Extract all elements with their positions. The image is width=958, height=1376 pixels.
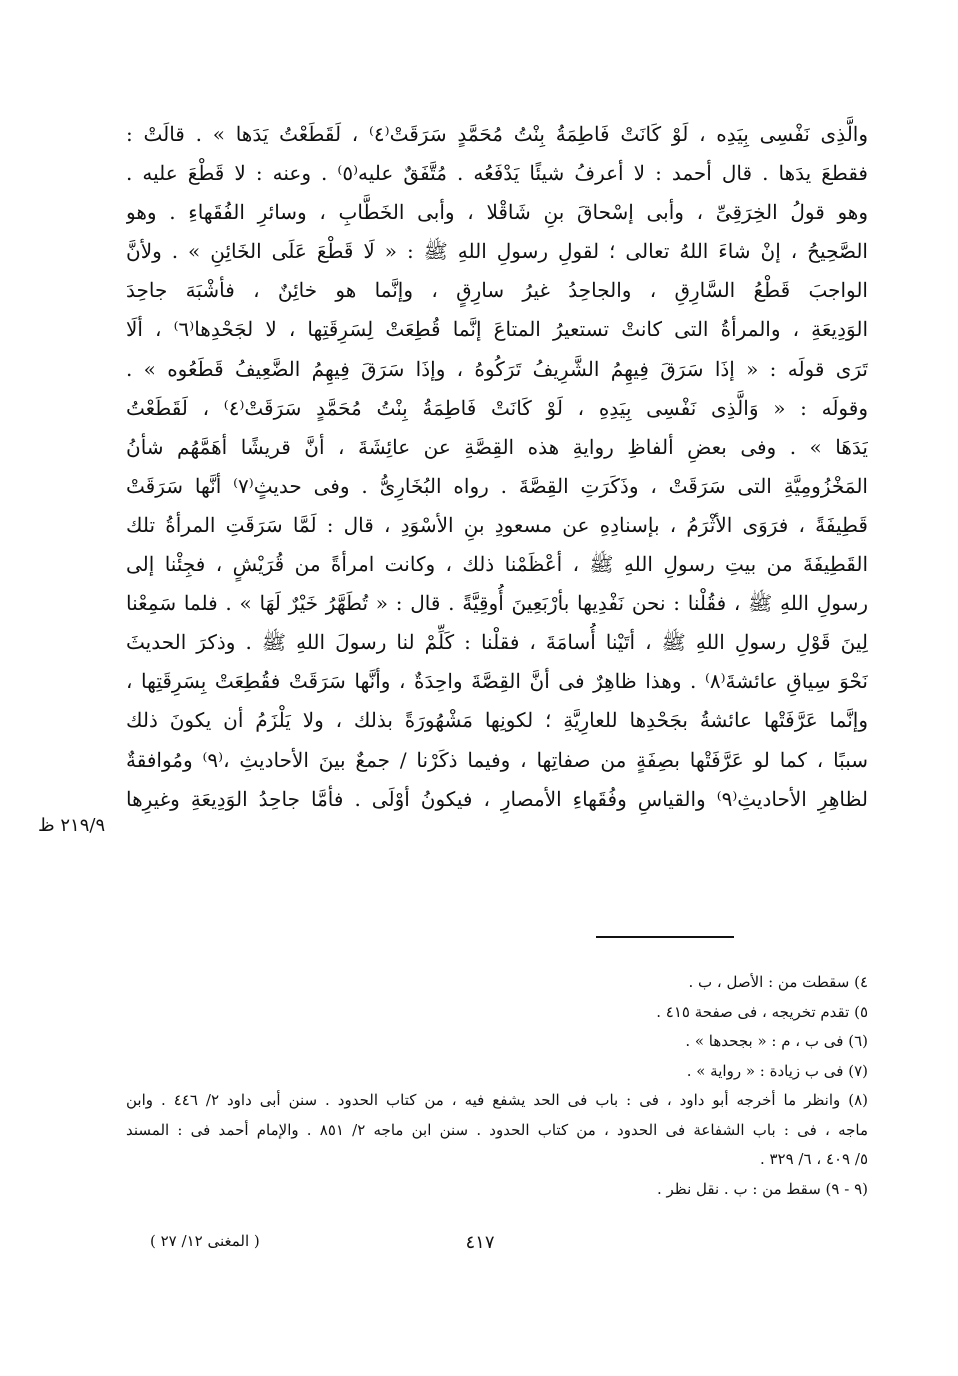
footnote: (٦) فى ب ، م : « بجحدها » .: [685, 1032, 868, 1050]
text-line: قَطِيفَةً ، فرَوَى الأثْرَمُ ، بإسنادِهِ عن مسعودِ بنِ الأسْوَدِ ، قال : لَمَّا سَرَقَتِ المرأةُ تلك: [126, 512, 868, 537]
text-line: لِينَ قَوْلِ رسولِ اللهِ ﷺ ، أتَيْنا أُسامَةَ ، فقلْنا : كَلِّمْ لنا رسولَ اللهِ ﷺ . وذكرَ الحديثَ: [126, 630, 868, 655]
text-line: الصَّحِيحُ ، إنْ شاءَ اللهُ تعالى ؛ لقولِ رسولِ اللهِ ﷺ : « لَا قَطْعَ عَلَى الخَائِنِ » . ولأنَّ: [126, 239, 868, 264]
text-line: وهو قولُ الخِرَقِىِّ ، وأبى إسْحاقَ بنِ شَاقْلا ، وأبى الخَطَّابِ ، وسائرِ الفُقَهاءِ . وهو: [126, 200, 868, 225]
footnote: ٥/ ٤٠٩ ، ٦/ ٣٢٩ .: [759, 1150, 868, 1168]
page-number: ٤١٧: [465, 1232, 495, 1253]
text-line: والَّذِى نَفْسِى بِيَدِه ، لَوْ كَانَتْ فَاطِمَةُ بِنْتُ مُحَمَّدٍ سَرَقَتْ⁽٤⁾ ، لَقَطَعْتُ يَدَها » . قالَتْ :: [126, 122, 868, 146]
text-line: الواجبَ قَطْعُ السَّارِقِ ، والجاحِدُ غيرُ سارِقٍ ، وإنَّما هو خائِنٌ ، فأشْبَهَ جاحِدَ: [126, 278, 868, 303]
footnote: (٧) فى ب زيادة : « رواية » .: [686, 1061, 868, 1080]
volume-reference: ( المغنى ١٢/ ٢٧ ): [150, 1232, 260, 1250]
text-line: وقولَه : « وَالَّذِى نَفْسِى بِيَدِهِ ، لَوْ كَانَتْ فَاطِمَةُ بِنْتُ مُحَمَّدٍ سَرَقَتْ⁽٤⁾ ، لَقَطَعْتُ: [126, 395, 868, 420]
text-line: نَحْوَ سِياقِ عائشةَ⁽٨⁾ . وهذا ظاهِرٌ فى أنَّ القِصَّةَ واحِدَةٌ ، وأنَّها سَرَقَتْ فقُطِعَتْ بِسَرِقَتِها ،: [126, 669, 868, 694]
text-line: يَدَهَا » . وفى بعضِ ألفاظِ روايةِ هذه القِصَّةِ عن عائِشَةَ ، أنَّ قريشًا أهَمَّهُم شأنُ: [126, 434, 868, 459]
text-line: سببًا ، كما لو عَرَّفَتْها بصِفَةٍ من صفاتِها ، وفيما ذكَرْنا / جمعٌ بينَ الأحاديثِ ،⁽٩⁾ ومُوافقةٌ: [126, 747, 868, 772]
text-line: الوَدِيعَةِ ، والمرأةُ التى كانتْ تستعيرُ المتاعَ إنَّما قُطِعَتْ لِسَرِقَتِها ، لا لجَحْدِها⁽٦⁾ ، ألَا: [126, 317, 868, 342]
footnote: ماجه ، فى : باب الشفاعة فى الحدود ، من كتاب الحدود . سنن ابن ماجه ٢/ ٨٥١ . والإمام أحمد فى : المسند: [126, 1120, 868, 1139]
footnote: (٩ - ٩) سقط من : ب . نقل نظر .: [656, 1179, 868, 1198]
main-text-block: [126, 115, 868, 819]
footnote: (٨) وانظر ما أخرجه أبو داود ، فى : باب فى الحد يشفع فيه ، من كتاب الحدود . سنن أبى داود ٢/ ٤٤٦ . وابن: [126, 1091, 868, 1109]
text-line: فقطعَ يدَها . قال أحمد : لا أعرفُ شيئًا يَدْفَعُه . مُتَّفَقٌ عليه⁽٥⁾ . وعنه : لا قَطْعَ عليه .: [126, 161, 868, 186]
footnote-divider: [596, 936, 734, 938]
text-line: رسولِ اللهِ ﷺ ، فقُلْنا : نحن نَفْدِيها بأرْبَعِينَ أُوقِيَّةً . قال : « تُطَهَّرُ خَيْرٌ لَهَا » . فلما سَمِعْنا: [126, 591, 868, 616]
footnote: ٤) سقطت من : الأصل ، ب .: [688, 973, 868, 991]
footnote: ٥) تقدم تخريجه ، فى صفحة ٤١٥ .: [656, 1002, 868, 1021]
text-line: القَطِيفَةَ من بيتِ رسولِ اللهِ ﷺ ، أعْظَمْنا ذلك ، وكانت امرأةً من قُرَيْشٍ ، فجِئْنا إلى: [126, 552, 868, 577]
text-line: تَرَى قولَه : « إذَا سَرَقَ فِيهِمُ الشَّرِيفُ تَرَكُوهُ ، وإذَا سَرَقَ فِيهِمُ الضَّعِيفُ قَطَعُوه » .: [126, 356, 868, 381]
text-line: لظاهِرِ الأحاديثِ⁽٩⁾ والقياسِ وفُقَهاءِ الأمصارِ ، فيكونُ أوْلَى . فأمَّا جاحِدُ الوَدِيعَةِ وغيرِها: [126, 786, 868, 811]
text-line: وإنَّما عَرَّفَتْها عائشةُ بجَحْدِها للعارِيَّةِ ؛ لكونِها مَشْهُورَةً بذلك ، ولا يَلْزَمُ أن يكونَ ذلك: [126, 708, 868, 733]
text-line: المَخْزُومِيَّةِ التى سَرَقَتْ ، وذَكَرَتِ القِصَّةَ . رواه البُخَارِىُّ . وفى حديثٍ⁽٧⁾ أنَّها سَرَقَتْ: [126, 473, 868, 498]
margin-note: ٢١٩/٩ ظ: [38, 815, 106, 836]
footnotes-block: [126, 968, 868, 1204]
